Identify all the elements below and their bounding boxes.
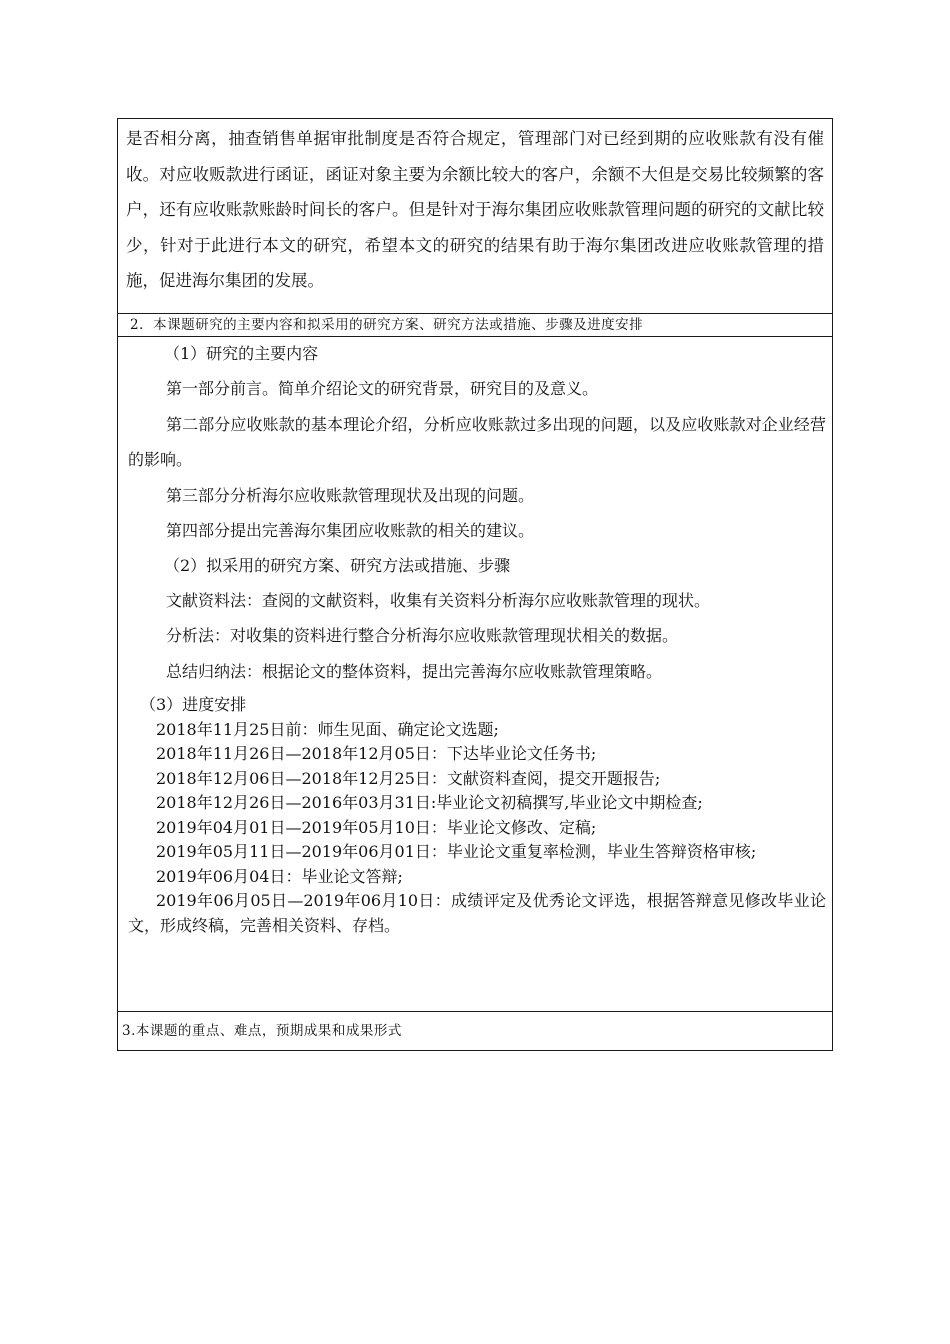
- section2-header-cell: [118, 314, 833, 337]
- section2-body-cell: [118, 337, 833, 1012]
- schedule-item: 2019年04月01日—2019年05月10日：毕业论文修改、定稿;: [156, 817, 597, 837]
- schedule-item: 2018年12月26日—2016年03月31日:毕业论文初稿撰写,毕业论文中期检查;: [156, 793, 703, 812]
- schedule-item: 2019年06月04日：毕业论文答辩;: [156, 866, 403, 886]
- method-heading: （2）拟采用的研究方案、研究方法或措施、步骤: [164, 555, 511, 575]
- method-item: 文献资料法：查阅的文献资料，收集有关资料分析海尔应收账款管理的现状。: [166, 590, 711, 610]
- section3-header: 3.本课题的重点、难点，预期成果和成果形式: [122, 1023, 402, 1039]
- content-item: 第二部分应收账款的基本理论介绍，分析应收账款过多出现的问题，以及应收账款对企业经营的影响。: [128, 414, 826, 469]
- schedule-item: 2018年12月06日—2018年12月25日：文献资料查阅，提交开题报告;: [156, 768, 661, 788]
- content-item: 第四部分提出完善海尔集团应收账款的相关的建议。: [166, 521, 535, 540]
- schedule-item: 2019年05月11日—2019年06月01日：毕业论文重复率检测，毕业生答辩资格审核;: [156, 842, 757, 861]
- content-item: 第一部分前言。简单介绍论文的研究背景，研究目的及意义。: [166, 379, 599, 398]
- method-item: 总结归纳法：根据论文的整体资料，提出完善海尔应收账款管理策略。: [166, 661, 663, 681]
- content-heading: （1）研究的主要内容: [164, 344, 319, 363]
- schedule-item: 2018年11月26日—2018年12月05日：下达毕业论文任务书;: [156, 744, 597, 763]
- report-table: [117, 118, 833, 1051]
- schedule-item: 2018年11月25日前：师生见面、确定论文选题;: [156, 719, 499, 739]
- section2-header: 2．本课题研究的主要内容和拟采用的研究方案、研究方法或措施、步骤及进度安排: [130, 317, 644, 333]
- method-item: 分析法：对收集的资料进行整合分析海尔应收账款管理现状相关的数据。: [166, 626, 679, 645]
- schedule-item: 2019年06月05日—2019年06月10日：成绩评定及优秀论文评选，根据答辩意见修改毕业论文，形成终稿，完善相关资料、存档。: [128, 891, 826, 935]
- content-item: 第三部分分析海尔应收账款管理现状及出现的问题。: [166, 485, 535, 505]
- literature-review-cell: [118, 119, 833, 314]
- section3-header-cell: [118, 1012, 833, 1051]
- literature-review-paragraph: 是否相分离，抽查销售单据审批制度是否符合规定，管理部门对已经到期的应收账款有没有催收。对应收贩款进行函证，函证对象主要为余额比较大的客户，余额不大但是交易比较频繁的客户，还有应收账款账龄时间长的客户。但是针对于海尔集团应收账款管理问题的研究的文献比较少，针对于此进行本文的研究，希望本文的研究的结果有助于海尔集团改进应收账款管理的措施，促进海尔集团的发展。: [126, 129, 824, 290]
- progress-heading: （3）进度安排: [140, 695, 247, 714]
